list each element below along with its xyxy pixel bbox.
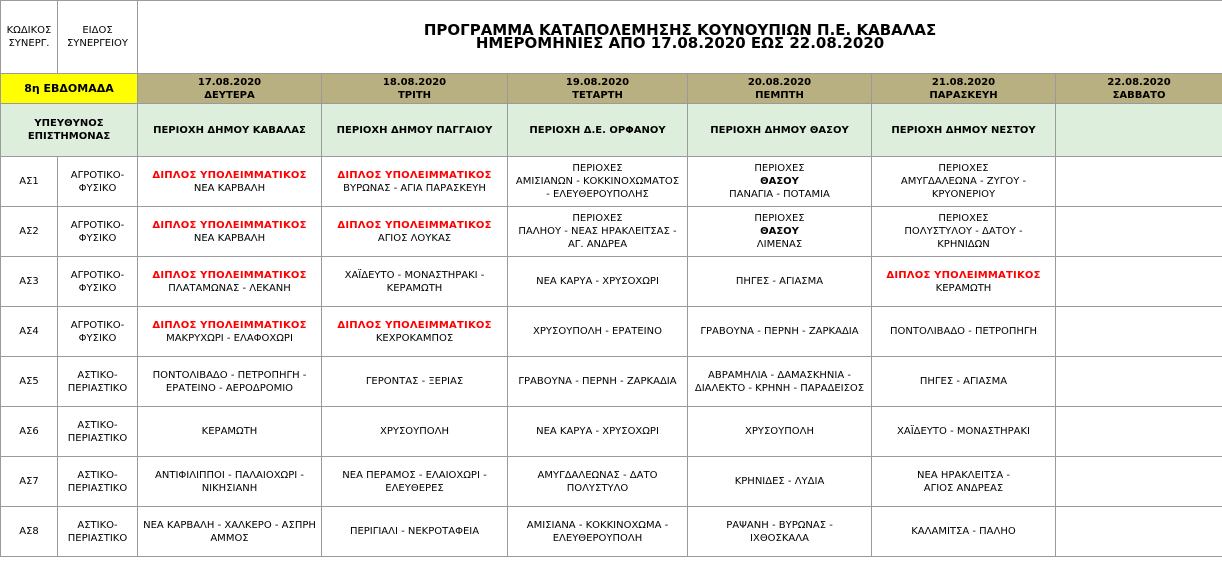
schedule-cell [322, 407, 508, 457]
location-text: ΠΟΛΥΣΤΥΛΟ [566, 482, 629, 494]
location-text: ΧΑΪΔΕΥΤΟ - ΜΟΝΑΣΤΗΡΑΚΙ [897, 426, 1030, 437]
crew-type-line: ΑΣΤΙΚΟ- [77, 419, 118, 431]
location-text: ΚΡΥΟΝΕΡΙΟΥ [931, 189, 996, 200]
location-text: ΑΜΜΟΣ [210, 532, 249, 544]
day-date: 18.08.2020 [382, 76, 447, 88]
location-text: ΘΑΣΟΥ [760, 176, 799, 187]
schedule-cell [872, 307, 1056, 357]
crew-type-cell [58, 207, 138, 257]
location-text: ΠΕΡΙΟΧΕΣ [754, 213, 805, 224]
location-text: ΒΥΡΩΝΑΣ - ΑΓΙΑ ΠΑΡΑΣΚΕΥΗ [343, 182, 486, 194]
schedule-cell [1056, 307, 1222, 357]
location-text: ΝΕΑ ΚΑΡΥΑ - ΧΡΥΣΟΧΩΡΙ [536, 426, 659, 437]
schedule-cell [138, 407, 322, 457]
page-title: ΠΡΟΓΡΑΜΜΑ ΚΑΤΑΠΟΛΕΜΗΣΗΣ ΚΟΥΝΟΥΠΙΩΝ Π.Ε. ΚΑΒΑΛΑΣ [423, 21, 937, 39]
residual-treatment-label: ΔΙΠΛΟΣ ΥΠΟΛΕΙΜΜΑΤΙΚΟΣ [886, 269, 1041, 281]
location-text: ΕΛΕΥΘΕΡΕΣ [385, 482, 444, 494]
location-text: ΠΕΡΙΟΧΕΣ [938, 213, 989, 224]
crew-type-line: ΠΕΡΙΑΣΤΙΚΟ [67, 532, 128, 544]
crew-code-cell [1, 457, 58, 507]
crew-row [1, 207, 1222, 257]
crew-type-line: ΑΣΤΙΚΟ- [77, 519, 118, 531]
crew-type-cell [58, 257, 138, 307]
week-row [1, 74, 1222, 104]
schedule-cell [688, 257, 872, 307]
day-header-cell [322, 74, 508, 104]
day-name: ΔΕΥΤΕΡΑ [204, 89, 255, 101]
crew-row [1, 507, 1222, 557]
crew-type-line: ΑΣΤΙΚΟ- [77, 369, 118, 381]
crew-type-cell [58, 357, 138, 407]
day-date: 21.08.2020 [931, 76, 996, 88]
location-text: ΧΡΥΣΟΥΠΟΛΗ [744, 426, 815, 437]
location-text: ΠΟΛΥΣΤΥΛΟΥ - ΔΑΤΟΥ - [904, 226, 1023, 237]
location-text: ΠΟΝΤΟΛΙΒΑΔΟ - ΠΕΤΡΟΠΗΓΗ - [152, 369, 307, 381]
location-text: ΠΛΑΤΑΜΩΝΑΣ - ΛΕΚΑΝΗ [168, 282, 291, 294]
location-text: ΠΑΝΑΓΙΑ - ΠΟΤΑΜΙΑ [729, 189, 830, 200]
schedule-cell [322, 457, 508, 507]
location-text: ΝΕΑ ΠΕΡΑΜΟΣ - ΕΛΑΙΟΧΩΡΙ - [342, 469, 487, 481]
location-text: ΚΕΡΑΜΩΤΗ [935, 282, 992, 294]
location-text: ΡΑΨΑΝΗ - ΒΥΡΩΝΑΣ - [726, 519, 833, 531]
schedule-cell [688, 507, 872, 557]
location-text: ΓΡΑΒΟΥΝΑ - ΠΕΡΝΗ - ΖΑΡΚΑΔΙΑ [518, 376, 677, 387]
crew-row [1, 257, 1222, 307]
location-text: ΑΓΙΟΣ ΛΟΥΚΑΣ [377, 232, 452, 244]
crew-row [1, 307, 1222, 357]
crew-type-line: ΦΥΣΙΚΟ [78, 332, 117, 344]
schedule-cell [688, 307, 872, 357]
schedule-cell [322, 357, 508, 407]
location-text: ΚΑΛΑΜΙΤΣΑ - ΠΑΛΗΟ [911, 526, 1016, 537]
crew-code: ΑΣ8 [19, 526, 39, 537]
crew-code-cell [1, 357, 58, 407]
crew-type-line: ΠΕΡΙΑΣΤΙΚΟ [67, 432, 128, 444]
schedule-cell [138, 457, 322, 507]
schedule-cell [688, 357, 872, 407]
schedule-cell [508, 257, 688, 307]
location-text: ΠΗΓΕΣ - ΑΓΙΑΣΜΑ [735, 276, 824, 287]
location-text: ΠΕΡΙΟΧΕΣ [938, 163, 989, 174]
crew-type-cell [58, 307, 138, 357]
day-name: ΤΕΤΑΡΤΗ [572, 89, 623, 101]
schedule-cell [508, 357, 688, 407]
area-label: ΠΕΡΙΟΧΗ Δ.Ε. ΟΡΦΑΝΟΥ [529, 124, 666, 136]
crew-type-line: ΑΓΡΟΤΙΚΟ- [70, 169, 125, 181]
location-text: ΑΓ. ΑΝΔΡΕΑ [567, 239, 628, 250]
location-text: ΑΜΥΓΔΑΛΕΩΝΑ - ΖΥΓΟΥ - [900, 176, 1027, 187]
crew-type-line: ΠΕΡΙΑΣΤΙΚΟ [67, 482, 128, 494]
schedule-cell [508, 457, 688, 507]
location-text: ΑΓΙΟΣ ΑΝΔΡΕΑΣ [923, 482, 1004, 494]
code-header-cell [1, 1, 58, 74]
location-text: ΝΕΑ ΚΑΡΒΑΛΗ [193, 182, 266, 194]
crew-code-cell [1, 507, 58, 557]
location-text: ΧΡΥΣΟΥΠΟΛΗ - ΕΡΑΤΕΙΝΟ [533, 326, 662, 337]
day-header-cell [138, 74, 322, 104]
area-header-cell [1056, 104, 1222, 157]
crew-type-cell [58, 457, 138, 507]
location-text: ΛΙΜΕΝΑΣ [756, 239, 803, 250]
location-text: ΚΡΗΝΙΔΕΣ - ΛΥΔΙΑ [734, 476, 825, 487]
location-text: ΚΕΡΑΜΩΤΗ [201, 426, 258, 437]
crew-row [1, 407, 1222, 457]
residual-treatment-label: ΔΙΠΛΟΣ ΥΠΟΛΕΙΜΜΑΤΙΚΟΣ [152, 319, 307, 331]
location-text: ΧΑΪΔΕΥΤΟ - ΜΟΝΑΣΤΗΡΑΚΙ - [344, 269, 485, 281]
location-text: ΠΗΓΕΣ - ΑΓΙΑΣΜΑ [919, 376, 1008, 387]
location-text: ΑΜΙΣΙΑΝΩΝ - ΚΟΚΚΙΝΟΧΩΜΑΤΟΣ [515, 176, 680, 187]
schedule-cell [322, 507, 508, 557]
area-header-cell [322, 104, 508, 157]
location-text: ΠΕΡΙΟΧΕΣ [572, 163, 623, 174]
area-label: ΠΕΡΙΟΧΗ ΔΗΜΟΥ ΘΑΣΟΥ [710, 124, 849, 136]
week-label-cell [1, 74, 138, 104]
day-date: 22.08.2020 [1107, 76, 1171, 88]
location-text: ΧΡΥΣΟΥΠΟΛΗ [379, 426, 450, 437]
schedule-cell [508, 307, 688, 357]
schedule-cell [508, 207, 688, 257]
schedule-cell [138, 507, 322, 557]
crew-code-cell [1, 257, 58, 307]
day-header-cell [1056, 74, 1222, 104]
area-header-cell [508, 104, 688, 157]
schedule-cell [872, 157, 1056, 207]
crew-type-line: ΑΓΡΟΤΙΚΟ- [70, 269, 125, 281]
area-row [1, 104, 1222, 157]
schedule-cell [872, 207, 1056, 257]
residual-treatment-label: ΔΙΠΛΟΣ ΥΠΟΛΕΙΜΜΑΤΙΚΟΣ [337, 319, 492, 331]
crew-type-line: ΑΓΡΟΤΙΚΟ- [70, 219, 125, 231]
schedule-cell [872, 357, 1056, 407]
residual-treatment-label: ΔΙΠΛΟΣ ΥΠΟΛΕΙΜΜΑΤΙΚΟΣ [337, 219, 492, 231]
day-header-cell [688, 74, 872, 104]
schedule-cell [688, 457, 872, 507]
area-label: ΠΕΡΙΟΧΗ ΔΗΜΟΥ ΚΑΒΑΛΑΣ [153, 124, 306, 136]
residual-treatment-label: ΔΙΠΛΟΣ ΥΠΟΛΕΙΜΜΑΤΙΚΟΣ [152, 269, 307, 281]
type-header-cell [58, 1, 138, 74]
schedule-cell [1056, 457, 1222, 507]
crew-code: ΑΣ6 [19, 426, 39, 437]
location-text: ΝΕΑ ΚΑΡΒΑΛΗ [193, 232, 266, 244]
day-date: 19.08.2020 [565, 76, 630, 88]
crew-code-cell [1, 157, 58, 207]
crew-code: ΑΣ1 [19, 176, 39, 187]
location-text: ΑΝΤΙΦΙΛΙΠΠΟΙ - ΠΑΛΑΙΟΧΩΡΙ - [155, 469, 304, 481]
schedule-cell [872, 507, 1056, 557]
schedule-cell [1056, 357, 1222, 407]
date-range-title: ΗΜΕΡΟΜΗΝΙΕΣ ΑΠΟ 17.08.2020 ΕΩΣ 22.08.2020 [475, 34, 885, 52]
schedule-cell [1056, 207, 1222, 257]
area-label: ΠΕΡΙΟΧΗ ΔΗΜΟΥ ΠΑΓΓΑΙΟΥ [336, 124, 493, 136]
location-text: ΚΕΡΑΜΩΤΗ [386, 282, 443, 294]
schedule-cell [138, 307, 322, 357]
code-header-line1: ΚΩΔΙΚΟΣ [6, 25, 52, 36]
crew-type-line: ΦΥΣΙΚΟ [78, 282, 117, 294]
day-date: 17.08.2020 [197, 76, 262, 88]
crew-type-line: ΦΥΣΙΚΟ [78, 182, 117, 194]
crew-type-line: ΠΕΡΙΑΣΤΙΚΟ [67, 382, 128, 394]
schedule-cell [138, 357, 322, 407]
schedule-cell [138, 257, 322, 307]
header-row [1, 1, 1222, 74]
crew-row [1, 357, 1222, 407]
location-text: ΑΜΙΣΙΑΝΑ - ΚΟΚΚΙΝΟΧΩΜΑ - [526, 519, 669, 531]
location-text: - ΕΛΕΥΘΕΡΟΥΠΟΛΗΣ [546, 189, 649, 200]
area-header-cell [138, 104, 322, 157]
scientist-label-line1: ΥΠΕΥΘΥΝΟΣ [34, 118, 104, 129]
location-text: ΕΛΕΥΘΕΡΟΥΠΟΛΗ [552, 532, 643, 544]
schedule-cell [688, 207, 872, 257]
day-header-cell [872, 74, 1056, 104]
crew-code: ΑΣ2 [19, 226, 39, 237]
code-header-line2: ΣΥΝΕΡΓ. [8, 38, 50, 49]
crew-code-cell [1, 407, 58, 457]
residual-treatment-label: ΔΙΠΛΟΣ ΥΠΟΛΕΙΜΜΑΤΙΚΟΣ [152, 169, 307, 181]
schedule-cell [138, 157, 322, 207]
schedule-cell [1056, 257, 1222, 307]
schedule-cell [1056, 407, 1222, 457]
day-name: ΣΑΒΒΑΤΟ [1112, 89, 1166, 101]
schedule-cell [322, 207, 508, 257]
location-text: ΠΕΡΙΟΧΕΣ [754, 163, 805, 174]
crew-type-cell [58, 157, 138, 207]
schedule-cell [322, 157, 508, 207]
crew-type-cell [58, 507, 138, 557]
location-text: ΠΕΡΙΓΙΑΛΙ - ΝΕΚΡΟΤΑΦΕΙΑ [349, 526, 480, 537]
location-text: ΔΙΑΛΕΚΤΟ - ΚΡΗΝΗ - ΠΑΡΑΔΕΙΣΟΣ [694, 382, 865, 394]
location-text: ΝΙΚΗΣΙΑΝΗ [201, 482, 258, 494]
location-text: ΑΒΡΑΜΗΛΙΑ - ΔΑΜΑΣΚΗΝΙΑ - [708, 369, 851, 381]
title-cell [138, 1, 1222, 74]
schedule-cell [508, 157, 688, 207]
schedule-cell [688, 407, 872, 457]
crew-code: ΑΣ5 [19, 376, 39, 387]
location-text: ΓΡΑΒΟΥΝΑ - ΠΕΡΝΗ - ΖΑΡΚΑΔΙΑ [700, 326, 859, 337]
schedule-cell [872, 407, 1056, 457]
location-text: ΠΑΛΗΟΥ - ΝΕΑΣ ΗΡΑΚΛΕΙΤΣΑΣ - [518, 226, 677, 237]
day-date: 20.08.2020 [747, 76, 812, 88]
residual-treatment-label: ΔΙΠΛΟΣ ΥΠΟΛΕΙΜΜΑΤΙΚΟΣ [337, 169, 492, 181]
schedule-cell [1056, 157, 1222, 207]
location-text: ΚΡΗΝΙΔΩΝ [937, 239, 990, 250]
location-text: ΝΕΑ ΗΡΑΚΛΕΙΤΣΑ - [917, 469, 1010, 481]
crew-type-line: ΑΓΡΟΤΙΚΟ- [70, 319, 125, 331]
location-text: ΘΑΣΟΥ [760, 226, 799, 237]
schedule-cell [688, 157, 872, 207]
day-name: ΤΡΙΤΗ [397, 89, 432, 101]
schedule-cell [508, 507, 688, 557]
crew-row [1, 457, 1222, 507]
schedule-cell [322, 307, 508, 357]
schedule-cell [872, 257, 1056, 307]
scientist-label-line2: ΕΠΙΣΤΗΜΟΝΑΣ [27, 131, 111, 142]
schedule-cell [872, 457, 1056, 507]
schedule-cell [508, 407, 688, 457]
area-header-cell [688, 104, 872, 157]
week-label: 8η ΕΒΔΟΜΑΔΑ [24, 82, 114, 95]
crew-code-cell [1, 207, 58, 257]
type-header-line2: ΣΥΝΕΡΓΕΙΟΥ [66, 38, 129, 49]
crew-type-line: ΦΥΣΙΚΟ [78, 232, 117, 244]
crew-row [1, 157, 1222, 207]
location-text: ΝΕΑ ΚΑΡΥΑ - ΧΡΥΣΟΧΩΡΙ [536, 276, 659, 287]
crew-code: ΑΣ7 [19, 476, 39, 487]
crew-type-line: ΑΣΤΙΚΟ- [77, 469, 118, 481]
area-header-cell [872, 104, 1056, 157]
crew-type-cell [58, 407, 138, 457]
type-header-line1: ΕΙΔΟΣ [82, 25, 113, 36]
location-text: ΑΜΥΓΔΑΛΕΩΝΑΣ - ΔΑΤΟ [537, 469, 658, 481]
crew-code: ΑΣ4 [19, 326, 39, 337]
day-name: ΠΑΡΑΣΚΕΥΗ [929, 89, 998, 101]
location-text: ΙΧΘΟΣΚΑΛΑ [750, 532, 809, 544]
crew-code: ΑΣ3 [19, 276, 39, 287]
location-text: ΕΡΑΤΕΙΝΟ - ΑΕΡΟΔΡΟΜΙΟ [165, 382, 294, 394]
schedule-cell [1056, 507, 1222, 557]
location-text: ΚΕΧΡΟΚΑΜΠΟΣ [375, 332, 454, 344]
day-header-cell [508, 74, 688, 104]
crew-code-cell [1, 307, 58, 357]
scientist-label-cell [1, 104, 138, 157]
residual-treatment-label: ΔΙΠΛΟΣ ΥΠΟΛΕΙΜΜΑΤΙΚΟΣ [152, 219, 307, 231]
location-text: ΜΑΚΡΥΧΩΡΙ - ΕΛΑΦΟΧΩΡΙ [166, 332, 293, 344]
area-label: ΠΕΡΙΟΧΗ ΔΗΜΟΥ ΝΕΣΤΟΥ [891, 124, 1036, 136]
location-text: ΓΕΡΟΝΤΑΣ - ΞΕΡΙΑΣ [365, 376, 464, 387]
location-text: ΠΟΝΤΟΛΙΒΑΔΟ - ΠΕΤΡΟΠΗΓΗ [890, 326, 1037, 337]
location-text: ΝΕΑ ΚΑΡΒΑΛΗ - ΧΑΛΚΕΡΟ - ΑΣΠΡΗ [143, 519, 316, 531]
schedule-cell [322, 257, 508, 307]
location-text: ΠΕΡΙΟΧΕΣ [572, 213, 623, 224]
day-name: ΠΕΜΠΤΗ [755, 89, 804, 101]
schedule-cell [138, 207, 322, 257]
